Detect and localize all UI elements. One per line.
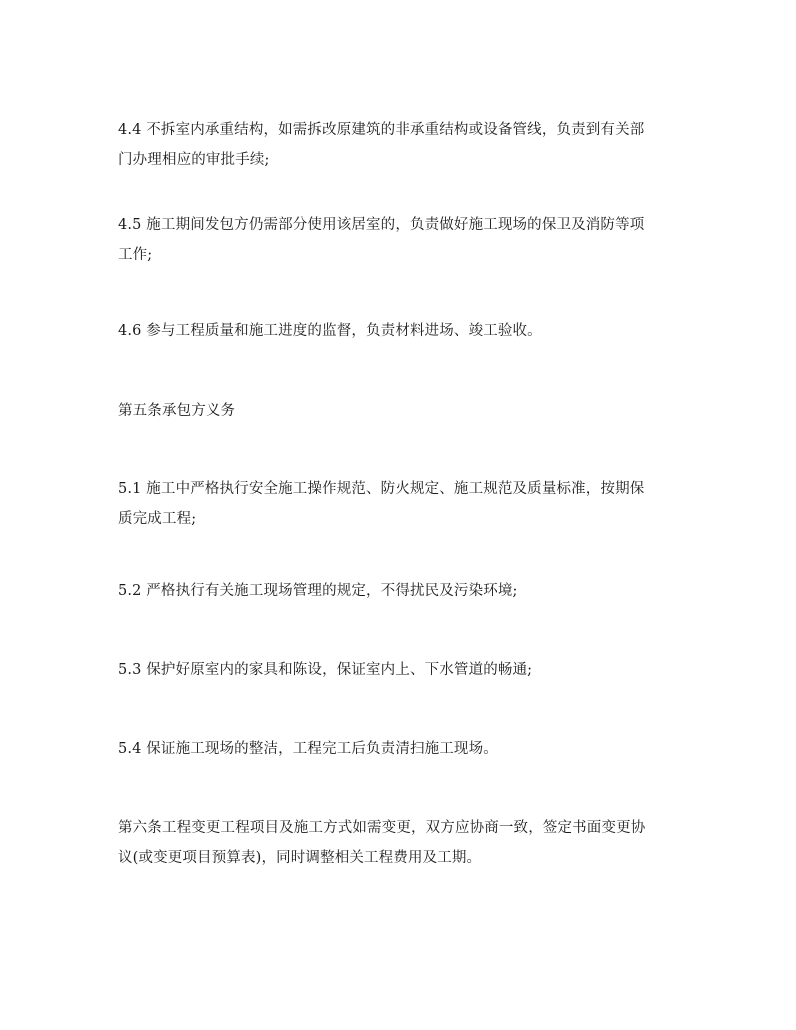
text-line: 5.3 保护好原室内的家具和陈设，保证室内上、下水管道的畅通;	[118, 662, 533, 678]
clause-5-4	[118, 734, 683, 764]
clause-4-6	[118, 316, 683, 346]
text-line: 5.4 保证施工现场的整洁，工程完工后负责清扫施工现场。	[118, 741, 498, 757]
text-line: 质完成工程;	[118, 511, 197, 527]
text-line: 4.4 不拆室内承重结构，如需拆改原建筑的非承重结构或设备管线，负责到有关部	[118, 122, 645, 138]
article-5-heading	[118, 396, 683, 426]
article-6	[118, 813, 683, 873]
text-line: 议(或变更项目预算表)，同时调整相关工程费用及工期。	[118, 850, 482, 866]
text-line: 工作;	[118, 247, 153, 263]
text-line: 5.1 施工中严格执行安全施工操作规范、防火规定、施工规范及质量标准，按期保	[118, 481, 645, 497]
text-line: 第五条承包方义务	[118, 403, 236, 419]
text-line: 门办理相应的审批手续;	[118, 152, 270, 168]
clause-4-4	[118, 115, 683, 175]
text-line: 4.5 施工期间发包方仍需部分使用该居室的，负责做好施工现场的保卫及消防等项	[118, 217, 645, 233]
text-line: 第六条工程变更工程项目及施工方式如需变更，双方应协商一致，签定书面变更协	[118, 820, 646, 836]
clause-4-5	[118, 210, 683, 270]
clause-5-1	[118, 474, 683, 534]
clause-5-3	[118, 655, 683, 685]
text-line: 4.6 参与工程质量和施工进度的监督，负责材料进场、竣工验收。	[118, 323, 542, 339]
text-line: 5.2 严格执行有关施工现场管理的规定，不得扰民及污染环境;	[118, 583, 518, 599]
clause-5-2	[118, 576, 683, 606]
